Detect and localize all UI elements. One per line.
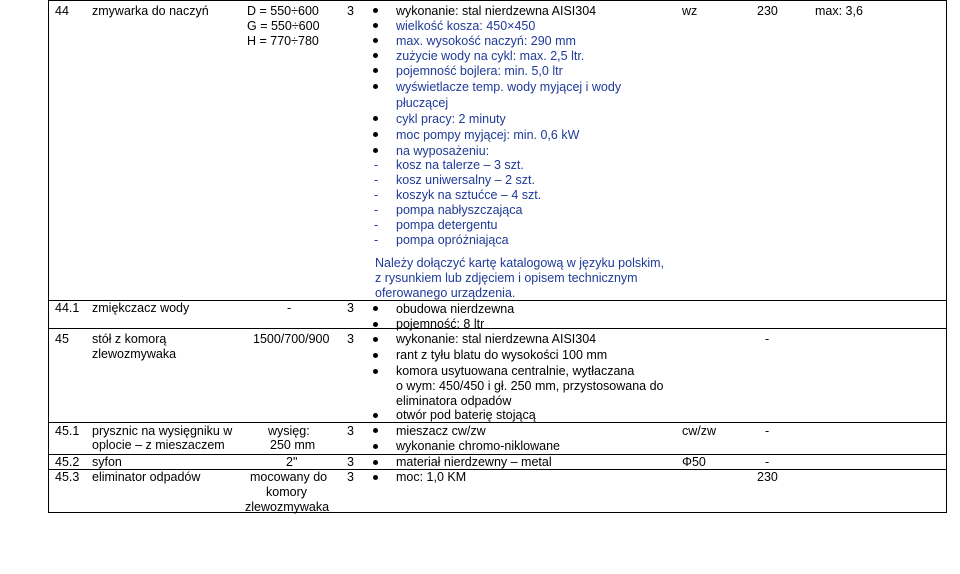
catalog-note-line: Należy dołączyć kartę katalogową w języku polskim, xyxy=(375,256,665,270)
row-number: 45 xyxy=(55,332,69,346)
quantity: 3 xyxy=(347,4,354,18)
spec-line: rant z tyłu blatu do wysokości 100 mm xyxy=(396,348,608,362)
bullet-icon xyxy=(373,322,378,327)
connection: Φ50 xyxy=(682,455,706,469)
sub-spec-line: pompa nabłyszczająca xyxy=(396,203,523,217)
dimension-line: mocowany do xyxy=(250,470,328,484)
item-name-line: oplocie – z mieszaczem xyxy=(92,438,225,452)
spec-line: pojemność bojlera: min. 5,0 ltr xyxy=(396,64,563,78)
spec-line: na wyposażeniu: xyxy=(396,144,490,158)
bullet-icon xyxy=(373,8,378,13)
quantity: 3 xyxy=(347,424,354,438)
extra: - xyxy=(765,424,770,438)
sub-spec-line: pompa opróżniająca xyxy=(396,233,509,247)
bullet-icon xyxy=(373,475,378,480)
row-number: 44.1 xyxy=(55,301,80,315)
spec-line: wykonanie chromo-niklowane xyxy=(396,439,560,453)
item-name: zmywarka do naczyń xyxy=(92,4,209,18)
spec-line: wykonanie: stal nierdzewna AISI304 xyxy=(396,4,597,18)
dimension-line: komory xyxy=(266,485,307,499)
dimension-line: zlewozmywaka xyxy=(245,500,330,514)
spec-line: max. wysokość naczyń: 290 mm xyxy=(396,34,576,48)
power: 230 xyxy=(757,470,778,484)
row-divider xyxy=(49,422,946,423)
sub-spec-line: koszyk na sztućce – 4 szt. xyxy=(396,188,542,202)
spec-line: otwór pod baterię stojącą xyxy=(396,408,536,422)
bullet-icon xyxy=(373,84,378,89)
bullet-icon xyxy=(373,132,378,137)
dimensions: - xyxy=(287,301,292,315)
item-name-line: zlewozmywaka xyxy=(92,347,177,361)
connection: cw/zw xyxy=(682,424,717,438)
quantity: 3 xyxy=(347,301,354,315)
item-name: eliminator odpadów xyxy=(92,470,201,484)
bullet-icon xyxy=(373,148,378,153)
spec-line: mieszacz cw/zw xyxy=(396,424,486,438)
dimensions: 1500/700/900 xyxy=(253,332,330,346)
bullet-icon xyxy=(373,23,378,28)
quantity: 3 xyxy=(347,470,354,484)
bullet-icon xyxy=(373,353,378,358)
spec-line: płuczącej xyxy=(396,96,449,110)
quantity: 3 xyxy=(347,332,354,346)
spec-line: cykl pracy: 2 minuty xyxy=(396,112,506,126)
bullet-icon xyxy=(373,53,378,58)
row-number: 45.2 xyxy=(55,455,80,469)
extra: max: 3,6 xyxy=(815,4,863,18)
spec-line: wyświetlacze temp. wody myjącej i wody xyxy=(396,80,622,94)
sub-spec-line: kosz na talerze – 3 szt. xyxy=(396,158,524,172)
dimension-line: 250 mm xyxy=(270,438,316,452)
spec-line: wielkość kosza: 450×450 xyxy=(396,19,536,33)
bullet-icon xyxy=(373,68,378,73)
quantity: 3 xyxy=(347,455,354,469)
extra: - xyxy=(765,332,770,346)
spec-line: zużycie wody na cykl: max. 2,5 ltr. xyxy=(396,49,585,63)
bullet-icon xyxy=(373,428,378,433)
sub-spec-line: kosz uniwersalny – 2 szt. xyxy=(396,173,535,187)
bullet-icon xyxy=(373,460,378,465)
extra: - xyxy=(765,455,770,469)
power: 230 xyxy=(757,4,778,18)
connection: wz xyxy=(682,4,698,18)
bullet-icon xyxy=(373,38,378,43)
bullet-icon xyxy=(373,306,378,311)
dimensions: 2" xyxy=(286,455,298,469)
dimension-line: D = 550÷600 xyxy=(247,4,319,18)
item-name-line: prysznic na wysięgniku w xyxy=(92,424,233,438)
catalog-note-line: oferowanego urządzenia. xyxy=(375,286,516,300)
row-number: 45.1 xyxy=(55,424,80,438)
bullet-icon xyxy=(373,369,378,374)
spec-line: wykonanie: stal nierdzewna AISI304 xyxy=(396,332,597,346)
row-number: 45.3 xyxy=(55,470,80,484)
spec-line: komora usytuowana centralnie, wytłaczana xyxy=(396,364,635,378)
spec-line: o wym: 450/450 i gł. 250 mm, przystosowana do xyxy=(396,379,664,393)
spec-line: materiał nierdzewny – metal xyxy=(396,455,552,469)
item-name: syfon xyxy=(92,455,122,469)
bullet-icon xyxy=(373,337,378,342)
bullet-icon xyxy=(373,116,378,121)
spec-line: moc: 1,0 KM xyxy=(396,470,467,484)
item-name: zmiękczacz wody xyxy=(92,301,190,315)
sub-spec-line: pompa detergentu xyxy=(396,218,498,232)
dimension-line: H = 770÷780 xyxy=(247,34,319,48)
item-name-line: stół z komorą xyxy=(92,332,167,346)
dimension-line: wysięg: xyxy=(268,424,310,438)
row-divider xyxy=(49,328,946,329)
spec-line: moc pompy myjącej: min. 0,6 kW xyxy=(396,128,580,142)
dimension-line: G = 550÷600 xyxy=(247,19,320,33)
bullet-icon xyxy=(373,444,378,449)
bullet-icon xyxy=(373,413,378,418)
spec-line: obudowa nierdzewna xyxy=(396,302,515,316)
row-number: 44 xyxy=(55,4,69,18)
spec-line: pojemność: 8 ltr xyxy=(396,317,485,331)
spec-line: eliminatora odpadów xyxy=(396,394,512,408)
catalog-note-line: z rysunkiem lub zdjęciem i opisem technicznym xyxy=(375,271,638,285)
